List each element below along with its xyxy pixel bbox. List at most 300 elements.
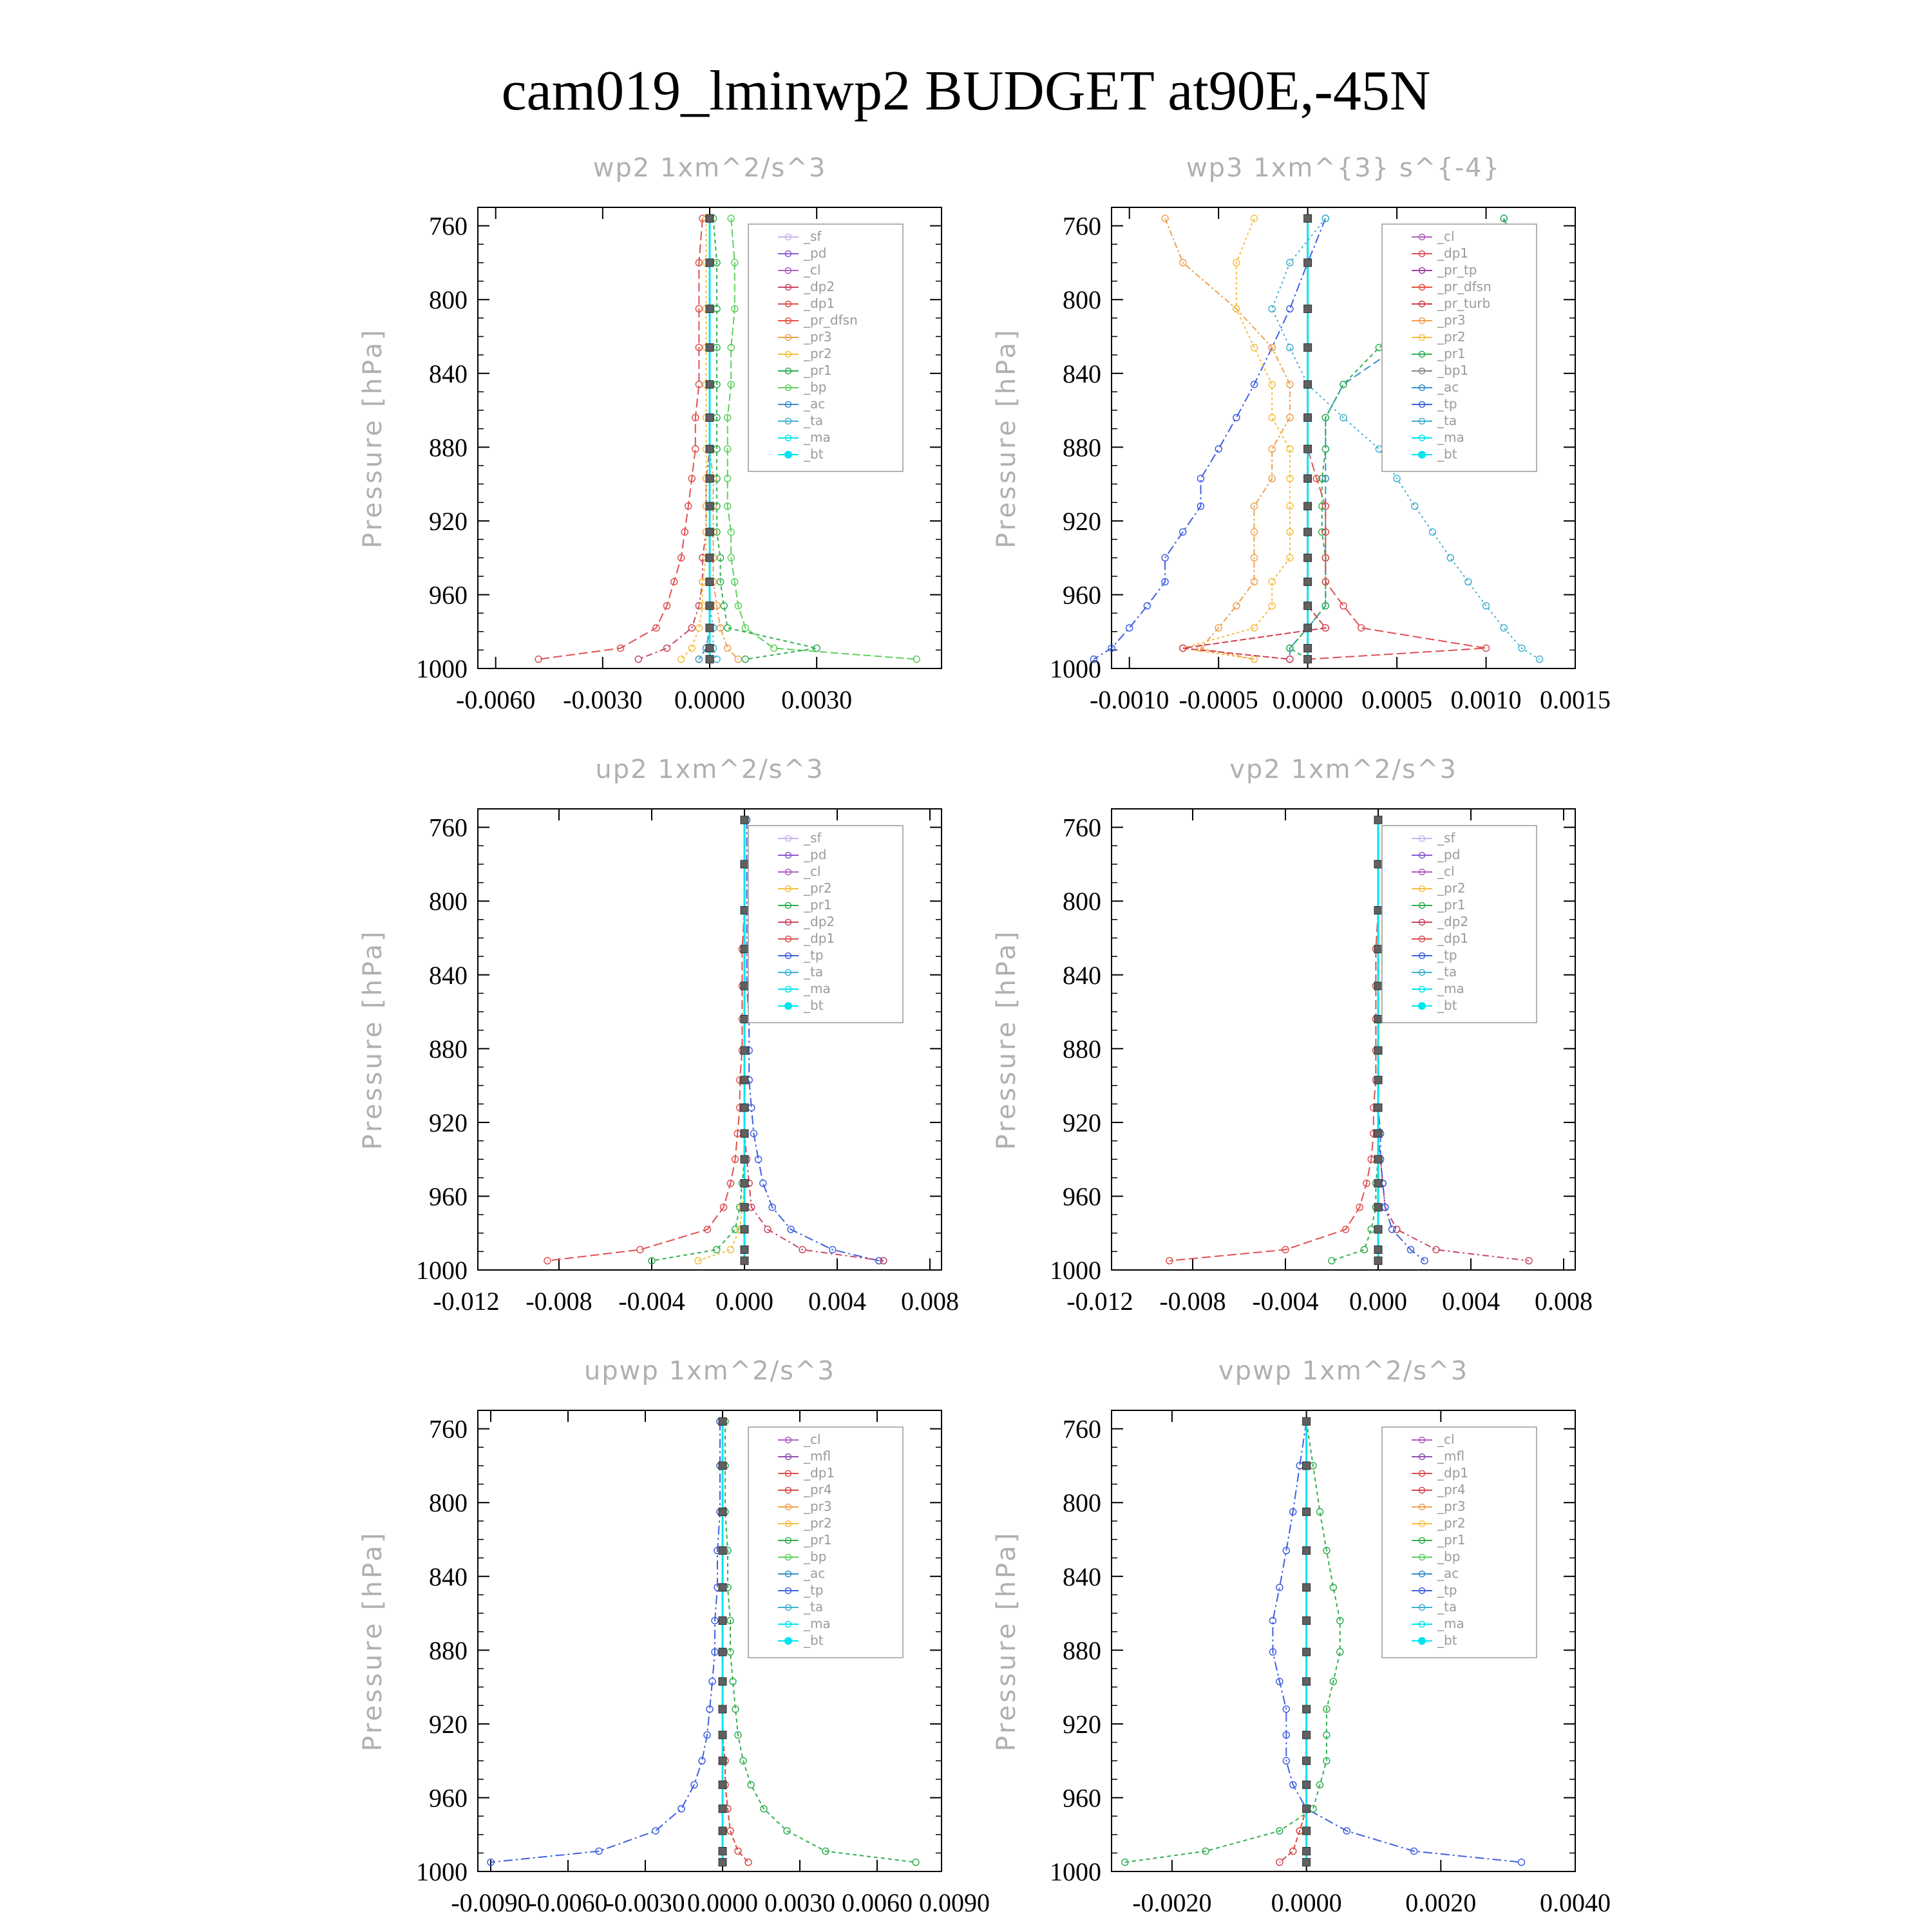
legend-label: _cl: [804, 864, 821, 879]
x-tick-label: -0.004: [618, 1287, 685, 1316]
y-tick-label: 840: [1063, 1562, 1101, 1591]
y-tick-label: 760: [1063, 813, 1101, 842]
chart-panel-5: [358, 1356, 990, 1917]
x-tick-label: 0.0010: [1450, 685, 1522, 714]
series-line: [710, 218, 738, 659]
series-line: [710, 218, 717, 659]
data-point: [1303, 1648, 1311, 1656]
legend-label: _cl: [1437, 1432, 1455, 1447]
y-tick-label: 1000: [416, 654, 468, 683]
data-point: [727, 1246, 734, 1253]
series-line: [1170, 820, 1378, 1261]
panel-title: upwp 1xm^2/s^3: [584, 1356, 835, 1386]
x-tick-label: 0.0005: [1361, 685, 1433, 714]
series-dp1: [544, 817, 748, 1264]
y-tick-label: 800: [1063, 1488, 1101, 1518]
data-point: [664, 645, 670, 651]
chart-panel-1: [358, 153, 942, 714]
data-point: [1374, 860, 1382, 868]
legend-label: _bt: [804, 446, 824, 462]
data-point: [1233, 603, 1240, 609]
legend-label: _cl: [1437, 864, 1455, 879]
series-line: [698, 820, 744, 1261]
y-tick-label: 1000: [1050, 1256, 1101, 1285]
data-point: [748, 1781, 754, 1788]
data-point: [1303, 1827, 1311, 1835]
x-tick-label: -0.0010: [1090, 685, 1170, 714]
legend: [1382, 1427, 1537, 1658]
legend: [1382, 224, 1537, 471]
data-point: [719, 1508, 726, 1516]
data-point: [1340, 603, 1347, 609]
y-axis-label: Pressure [hPa]: [358, 929, 388, 1150]
x-tick-label: -0.0005: [1179, 685, 1258, 714]
x-tick-label: -0.012: [1066, 1287, 1133, 1316]
x-tick-label: 0.004: [1442, 1287, 1500, 1316]
x-tick-label: -0.0030: [563, 685, 643, 714]
legend-label: _pr_turb: [1437, 296, 1491, 311]
legend-label: _pr_dfsn: [1437, 279, 1492, 294]
legend-label: _tp: [1437, 947, 1457, 963]
legend-label: _mfl: [1437, 1448, 1465, 1464]
data-point: [719, 1781, 726, 1788]
legend-label: _sf: [804, 229, 822, 244]
series-bt: [1303, 1417, 1311, 1866]
data-point: [1303, 1678, 1311, 1685]
data-point: [741, 1015, 748, 1023]
x-tick-label: 0.0060: [842, 1888, 913, 1917]
y-axis-label: Pressure [hPa]: [992, 929, 1021, 1150]
panel-title: wp2 1xm^2/s^3: [592, 153, 827, 183]
data-point: [1374, 1130, 1382, 1137]
legend-label: _pd: [1437, 847, 1461, 862]
legend-label: _bt: [1437, 998, 1457, 1013]
y-tick-label: 880: [1063, 433, 1101, 462]
data-point: [706, 305, 714, 313]
x-tick-label: 0.0020: [1405, 1888, 1477, 1917]
y-tick-label: 960: [1063, 580, 1101, 610]
data-point: [1483, 603, 1490, 609]
data-point: [1162, 215, 1168, 222]
data-point: [652, 1828, 659, 1834]
data-point: [719, 1616, 726, 1624]
data-point: [1304, 214, 1312, 222]
y-tick-label: 760: [429, 211, 468, 241]
data-point: [724, 645, 731, 651]
data-point: [1465, 578, 1472, 585]
legend-label: _ma: [804, 430, 831, 445]
data-point: [741, 1204, 748, 1211]
legend-label: _tp: [1437, 1582, 1457, 1598]
y-tick-label: 1000: [416, 1857, 468, 1886]
data-point: [1376, 446, 1382, 452]
data-point: [1374, 1015, 1382, 1023]
x-tick-label: -0.0020: [1132, 1888, 1212, 1917]
series-pr4: [1276, 1418, 1310, 1865]
data-point: [706, 259, 714, 267]
data-point: [1322, 215, 1329, 222]
x-tick-label: 0.0000: [1272, 685, 1343, 714]
x-tick-label: 0.0015: [1540, 685, 1611, 714]
data-point: [1304, 413, 1312, 421]
x-tick-label: -0.008: [526, 1287, 592, 1316]
series-line: [1183, 218, 1290, 659]
y-tick-label: 760: [429, 1414, 468, 1444]
series-line: [1094, 218, 1325, 659]
data-point: [1304, 502, 1312, 510]
series-line: [723, 1421, 748, 1862]
data-point: [1429, 529, 1435, 535]
legend-label: _dp1: [804, 931, 835, 946]
data-point: [1374, 907, 1382, 914]
legend-label: _ma: [804, 981, 831, 996]
y-tick-label: 800: [1063, 887, 1101, 916]
legend-marker: [784, 1002, 792, 1010]
y-tick-label: 800: [429, 1488, 468, 1518]
legend-label: _ta: [804, 413, 824, 428]
y-tick-label: 1000: [416, 1256, 468, 1285]
y-tick-label: 840: [429, 960, 468, 990]
chart-panel-2: [992, 153, 1611, 714]
legend-label: _ma: [804, 1616, 831, 1631]
legend-label: _bt: [804, 1633, 824, 1648]
legend-label: _pr2: [1437, 329, 1466, 345]
legend-label: _ac: [1437, 1566, 1459, 1581]
legend-label: _dp1: [1437, 245, 1469, 261]
series-pr2: [695, 817, 748, 1264]
figure-title: cam019_lminwp2 BUDGET at90E,-45N: [501, 60, 1431, 122]
legend-label: _pr3: [1437, 312, 1466, 328]
y-tick-label: 920: [1063, 1108, 1101, 1137]
x-tick-label: 0.0030: [764, 1888, 835, 1917]
legend-label: _dp2: [1437, 914, 1469, 929]
x-tick-label: 0.008: [901, 1287, 959, 1316]
data-point: [695, 1258, 701, 1264]
data-point: [1537, 656, 1543, 663]
y-tick-label: 840: [1063, 359, 1101, 388]
data-point: [637, 1246, 643, 1253]
legend-label: _pr1: [804, 897, 832, 913]
legend-label: _ta: [804, 964, 824, 980]
series-dp1: [535, 215, 706, 662]
legend-label: _pr3: [804, 1499, 832, 1514]
data-point: [1374, 945, 1382, 953]
data-point: [741, 982, 748, 990]
y-axis-label: Pressure [hPa]: [358, 1530, 388, 1752]
data-point: [1304, 624, 1312, 632]
legend-label: _bp: [804, 379, 827, 395]
data-point: [760, 1180, 766, 1186]
data-point: [719, 1827, 726, 1835]
series-line: [547, 820, 744, 1261]
legend-label: _ac: [1437, 379, 1459, 395]
data-point: [1374, 1046, 1382, 1054]
data-point: [1303, 1462, 1311, 1470]
data-point: [1376, 345, 1382, 351]
legend: [748, 224, 903, 471]
legend-label: _dp1: [804, 296, 835, 311]
x-tick-label: -0.0030: [605, 1888, 685, 1917]
data-point: [1303, 1508, 1311, 1516]
legend-label: _tp: [1437, 396, 1457, 412]
y-tick-label: 920: [429, 1709, 468, 1739]
data-point: [1303, 1616, 1311, 1624]
y-tick-label: 840: [429, 359, 468, 388]
series-pr1: [649, 817, 748, 1264]
legend-label: _dp1: [1437, 1465, 1469, 1481]
legend-label: _ma: [1437, 1616, 1464, 1631]
series-bt: [1304, 214, 1312, 663]
series-ta: [706, 215, 720, 662]
series-bt: [706, 214, 714, 663]
data-point: [741, 1245, 748, 1253]
data-point: [719, 1731, 726, 1739]
legend-label: _bp: [804, 1549, 827, 1564]
legend-label: _pr1: [1437, 897, 1466, 913]
data-point: [719, 1547, 726, 1555]
data-point: [706, 381, 714, 388]
data-point: [706, 413, 714, 421]
x-tick-label: -0.004: [1252, 1287, 1319, 1316]
series-line: [1332, 820, 1378, 1261]
y-tick-label: 760: [1063, 211, 1101, 241]
y-tick-label: 880: [1063, 1636, 1101, 1665]
legend-label: _sf: [1437, 830, 1455, 846]
legend-label: _pr4: [1437, 1482, 1466, 1497]
legend-label: _pr1: [1437, 1532, 1466, 1548]
x-tick-label: 0.004: [808, 1287, 866, 1316]
series-line: [1183, 218, 1326, 659]
data-point: [706, 644, 714, 652]
legend-label: _ta: [1437, 413, 1457, 428]
y-axis-label: Pressure [hPa]: [992, 327, 1021, 549]
data-point: [1304, 445, 1312, 453]
legend-label: _dp1: [1437, 931, 1469, 946]
panel-title: up2 1xm^2/s^3: [595, 755, 824, 784]
y-tick-label: 960: [429, 1182, 468, 1211]
data-point: [1329, 1258, 1335, 1264]
data-point: [1303, 1584, 1311, 1591]
legend-label: _bt: [804, 998, 824, 1013]
data-point: [1447, 554, 1454, 561]
x-tick-label: -0.008: [1159, 1287, 1226, 1316]
data-point: [1303, 1757, 1311, 1765]
legend-label: _pr2: [804, 346, 832, 361]
legend-label: _ac: [804, 1566, 826, 1581]
y-tick-label: 960: [1063, 1182, 1101, 1211]
legend-label: _pr2: [804, 880, 832, 896]
data-point: [741, 1226, 748, 1233]
data-point: [1303, 1847, 1311, 1855]
data-point: [1233, 414, 1240, 421]
data-point: [1303, 1805, 1311, 1813]
data-point: [719, 1757, 726, 1765]
data-point: [1389, 1226, 1396, 1233]
data-point: [706, 528, 714, 536]
y-tick-label: 1000: [1050, 1857, 1101, 1886]
data-point: [719, 1847, 726, 1855]
data-point: [741, 1130, 748, 1137]
data-point: [1126, 625, 1133, 631]
chart-panel-3: [358, 755, 959, 1316]
legend: [748, 1427, 903, 1658]
data-point: [1374, 1257, 1382, 1265]
legend-label: _pr3: [804, 329, 832, 345]
x-tick-label: -0.0060: [528, 1888, 608, 1917]
x-tick-label: 0.0000: [687, 1888, 758, 1917]
legend: [1382, 826, 1537, 1023]
data-point: [1304, 578, 1312, 585]
series-line: [538, 218, 703, 659]
data-point: [741, 1257, 748, 1265]
data-point: [1287, 306, 1293, 312]
chart-panel-4: [992, 755, 1593, 1316]
data-point: [1304, 344, 1312, 352]
panel-title: vpwp 1xm^2/s^3: [1218, 1356, 1469, 1386]
legend-label: _pr1: [804, 1532, 832, 1548]
legend-label: _pr3: [1437, 1499, 1466, 1514]
data-point: [784, 1828, 790, 1834]
data-point: [706, 502, 714, 510]
y-tick-label: 840: [429, 1562, 468, 1591]
legend-label: _pr2: [1437, 1515, 1466, 1531]
data-point: [1374, 1226, 1382, 1233]
data-point: [742, 656, 748, 663]
y-tick-label: 960: [429, 1783, 468, 1813]
data-point: [1287, 381, 1293, 388]
data-point: [1303, 1705, 1311, 1713]
data-point: [714, 656, 720, 663]
legend: [748, 826, 903, 1023]
series-dp2: [635, 215, 713, 662]
data-point: [741, 945, 748, 953]
legend-label: _pr_dfsn: [804, 312, 858, 328]
y-tick-label: 800: [429, 887, 468, 916]
legend-label: _pr4: [804, 1482, 832, 1497]
data-point: [741, 860, 748, 868]
series-pr3: [1162, 215, 1293, 662]
series-line: [1280, 1421, 1307, 1862]
legend-marker: [784, 451, 792, 459]
data-point: [1368, 1226, 1374, 1233]
series-pr4: [719, 1418, 752, 1865]
data-point: [745, 1859, 752, 1866]
legend-label: _cl: [1437, 229, 1455, 244]
data-point: [735, 1848, 741, 1854]
data-point: [678, 1806, 685, 1812]
series-pr2: [1180, 215, 1293, 662]
data-point: [741, 1179, 748, 1187]
data-point: [1304, 259, 1312, 267]
data-point: [741, 1104, 748, 1112]
legend-label: _ma: [1437, 981, 1464, 996]
legend-label: _dp2: [804, 914, 835, 929]
data-point: [706, 602, 714, 610]
legend-label: _ta: [804, 1599, 824, 1615]
y-tick-label: 960: [429, 580, 468, 610]
legend-label: _bt: [1437, 446, 1457, 462]
data-point: [1304, 381, 1312, 388]
data-point: [741, 1046, 748, 1054]
x-tick-label: 0.0040: [1540, 1888, 1611, 1917]
series-pr1: [1122, 1418, 1343, 1865]
legend-label: _tp: [804, 1582, 824, 1598]
data-point: [1303, 1547, 1311, 1555]
y-tick-label: 920: [1063, 1709, 1101, 1739]
data-point: [719, 1462, 726, 1470]
x-tick-label: 0.000: [1349, 1287, 1407, 1316]
data-point: [1304, 475, 1312, 482]
data-point: [913, 1859, 919, 1866]
legend-label: _dp2: [804, 279, 835, 294]
y-tick-label: 760: [429, 813, 468, 842]
legend-label: _bt: [1437, 1633, 1457, 1648]
data-point: [1144, 603, 1150, 609]
y-tick-label: 760: [1063, 1414, 1101, 1444]
data-point: [1304, 528, 1312, 536]
x-tick-label: 0.0090: [919, 1888, 990, 1917]
legend-label: _mfl: [804, 1448, 831, 1464]
data-point: [1304, 656, 1312, 663]
legend-marker: [1418, 1002, 1426, 1010]
data-point: [1287, 345, 1293, 351]
legend-label: _tp: [804, 947, 824, 963]
legend-label: _cl: [804, 1432, 821, 1447]
data-point: [706, 214, 714, 222]
x-tick-label: -0.0090: [451, 1888, 531, 1917]
legend-marker: [1418, 451, 1426, 459]
x-tick-label: 0.0030: [781, 685, 853, 714]
data-point: [706, 344, 714, 352]
data-point: [706, 656, 714, 663]
data-point: [1162, 554, 1168, 561]
legend-label: _cl: [804, 262, 821, 278]
legend-label: _ta: [1437, 1599, 1457, 1615]
x-tick-label: 0.0000: [1271, 1888, 1342, 1917]
series-line: [1125, 1421, 1340, 1862]
data-point: [1374, 982, 1382, 990]
x-tick-label: 0.0000: [674, 685, 745, 714]
y-tick-label: 880: [429, 1034, 468, 1064]
data-point: [678, 656, 685, 663]
series-pr_turb: [1180, 215, 1329, 662]
data-point: [1304, 554, 1312, 562]
data-point: [1374, 1179, 1382, 1187]
panel-title: vp2 1xm^2/s^3: [1229, 755, 1457, 784]
y-tick-label: 800: [1063, 285, 1101, 315]
chart-panel-6: [992, 1356, 1611, 1917]
data-point: [741, 1076, 748, 1084]
data-point: [719, 1805, 726, 1813]
series-pr1: [1329, 817, 1381, 1264]
data-point: [1361, 1246, 1367, 1253]
data-point: [706, 554, 714, 562]
data-point: [1374, 816, 1382, 824]
data-point: [706, 475, 714, 482]
data-point: [688, 645, 695, 651]
data-point: [1412, 503, 1418, 509]
x-tick-label: -0.0060: [456, 685, 536, 714]
data-point: [719, 1417, 726, 1425]
legend-label: _pr2: [1437, 880, 1466, 896]
data-point: [706, 445, 714, 453]
y-axis-label: Pressure [hPa]: [358, 327, 388, 549]
x-tick-label: -0.012: [433, 1287, 500, 1316]
series-line: [652, 820, 744, 1261]
data-point: [741, 816, 748, 824]
data-point: [1276, 1859, 1283, 1866]
data-point: [1303, 1731, 1311, 1739]
